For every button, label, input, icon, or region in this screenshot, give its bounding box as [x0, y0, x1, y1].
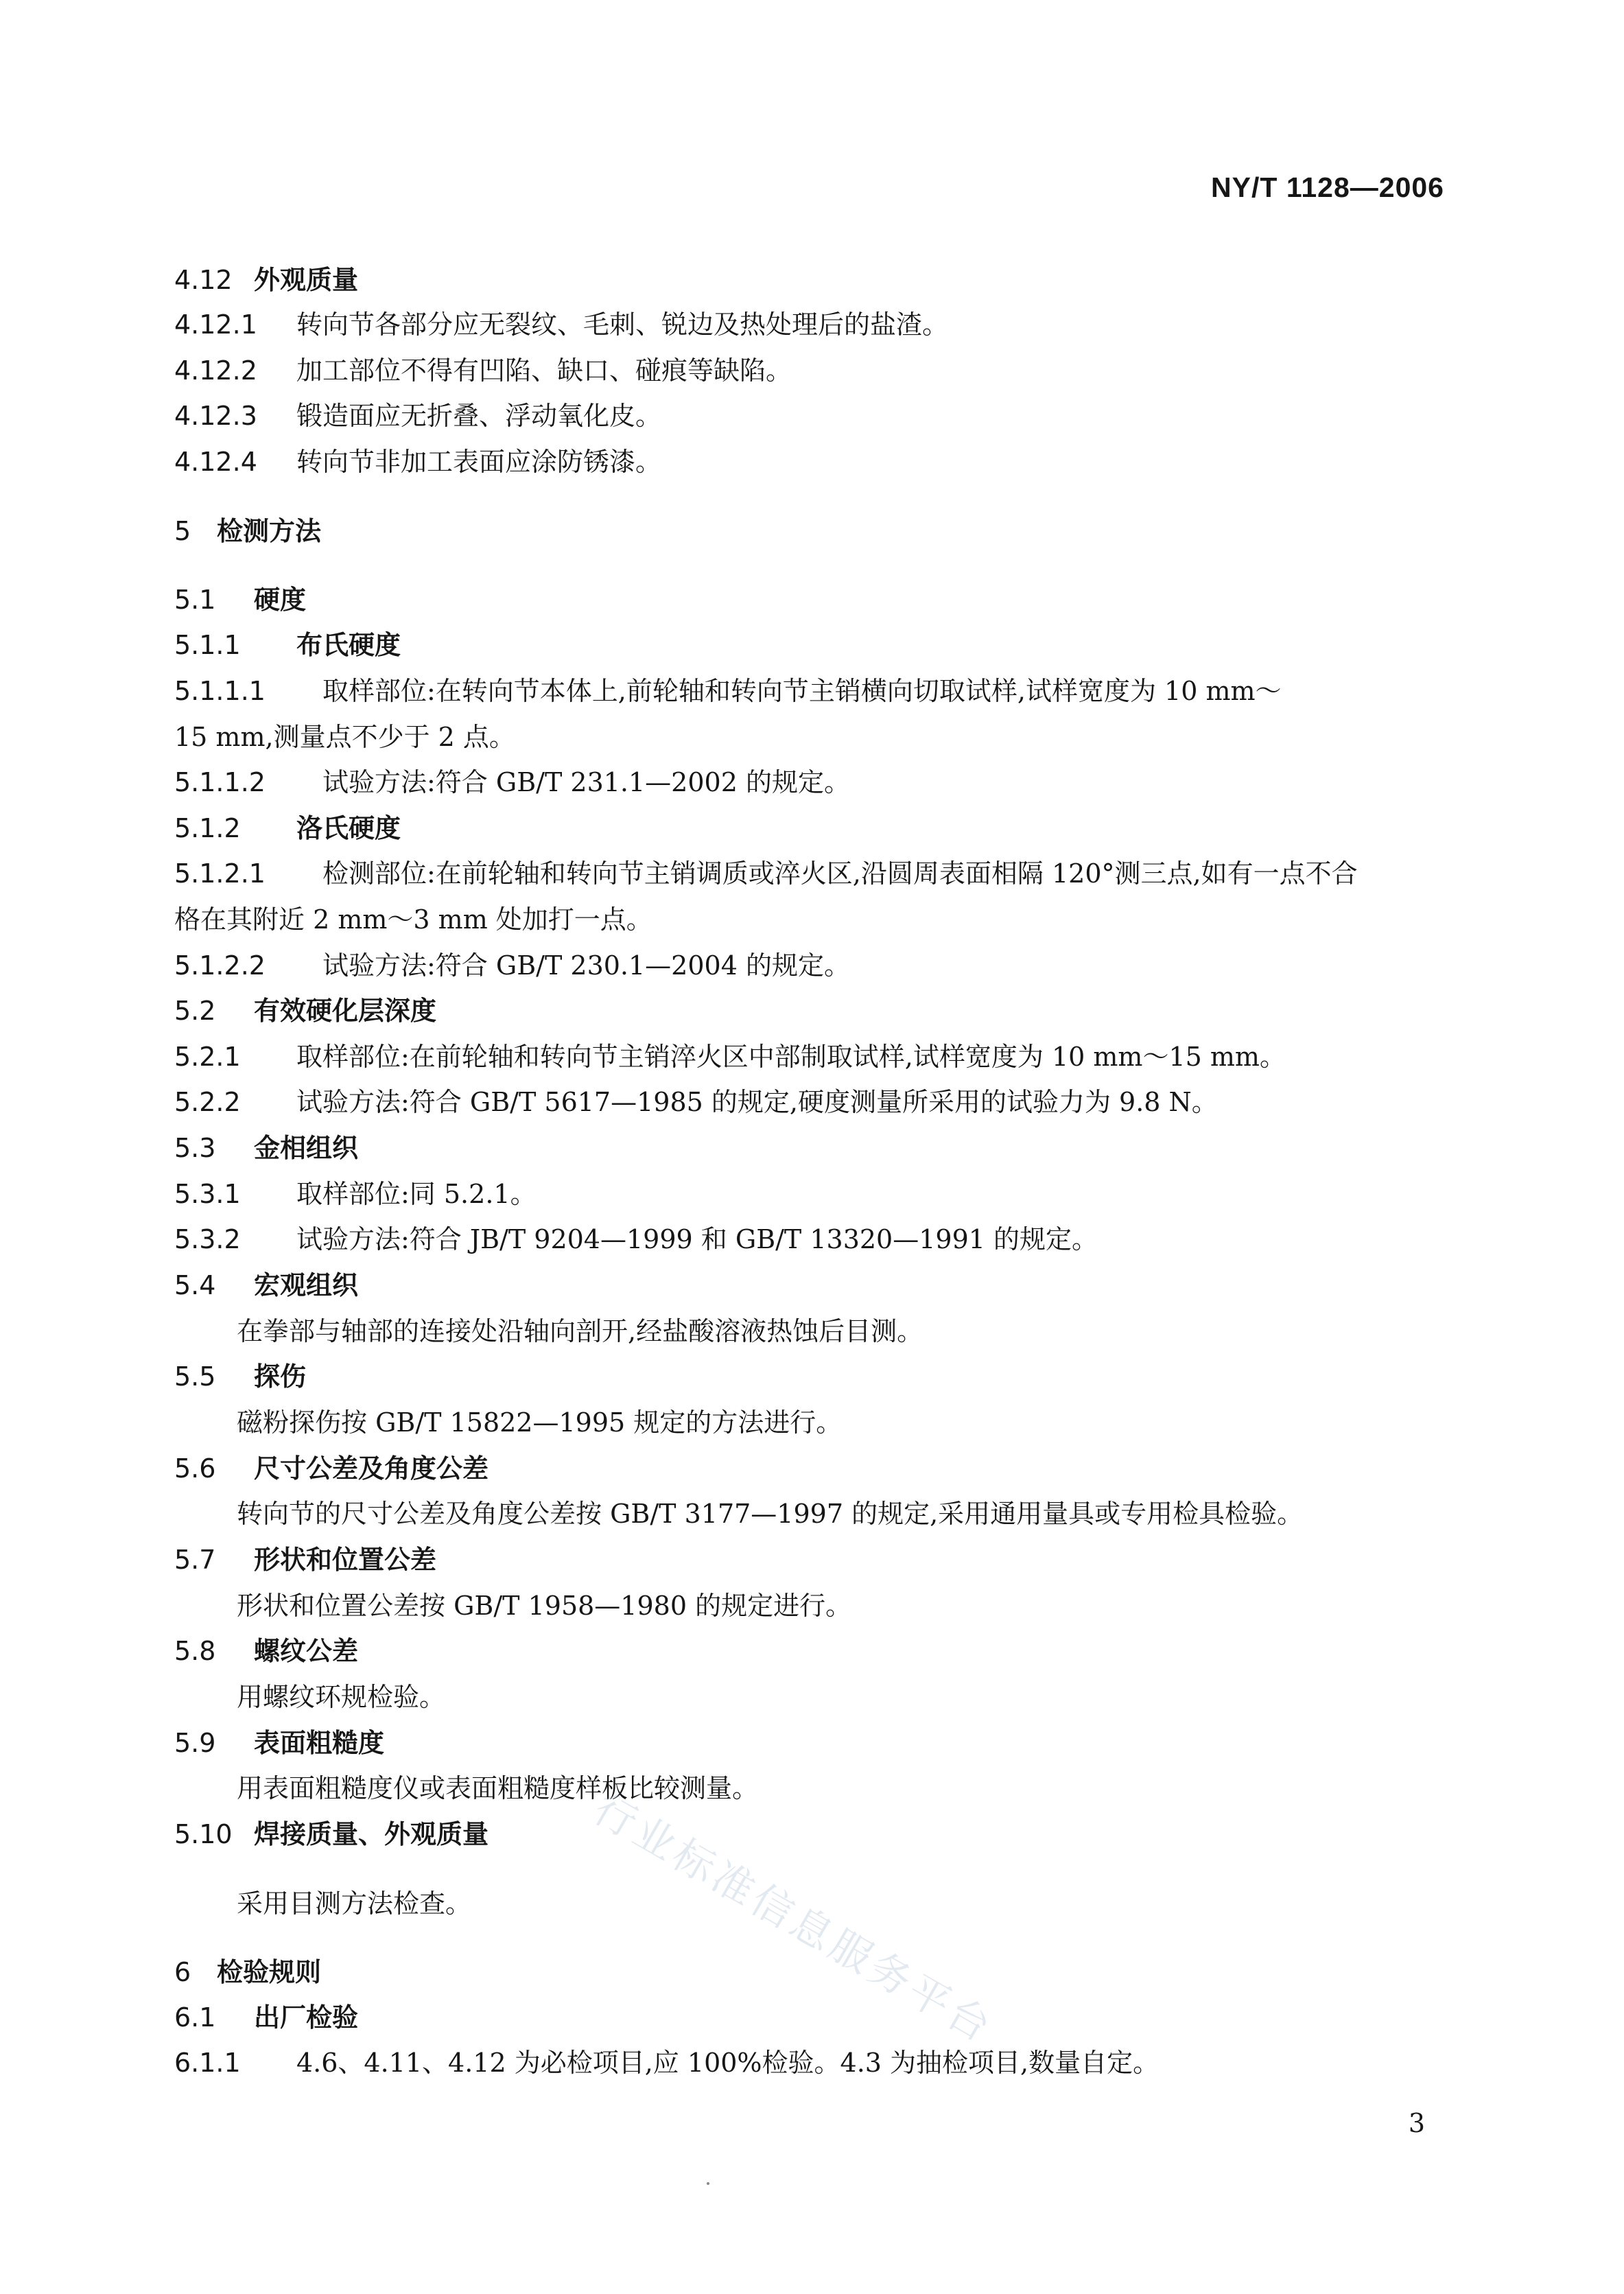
section-heading	[174, 514, 1452, 548]
clause-text: 15 mm,测量点不少于 2 点。	[174, 722, 515, 752]
paragraph-line	[174, 856, 1452, 891]
clause-text: 试验方法:符合 GB/T 231.1—2002 的规定。	[322, 767, 850, 797]
clause-text: 磁粉探伤按 GB/T 15822—1995 规定的方法进行。	[237, 1407, 843, 1438]
section-heading	[174, 1131, 1452, 1165]
clause-number: 5.3	[174, 1133, 216, 1163]
paragraph-line	[237, 1314, 1452, 1348]
paragraph-line	[174, 445, 1452, 479]
paragraph-line	[174, 2046, 1452, 2080]
clause-text: 用螺纹环规检验。	[237, 1682, 446, 1712]
clause-number: 4.12.4	[174, 447, 257, 477]
paragraph-line	[237, 1680, 1452, 1714]
clause-text: 转向节非加工表面应涂防锈漆。	[296, 447, 662, 477]
section-heading	[174, 583, 1452, 617]
scan-dot	[707, 2182, 709, 2185]
heading-text: 形状和位置公差	[254, 1545, 437, 1575]
paragraph-line	[174, 307, 1452, 342]
section-heading	[174, 1359, 1452, 1394]
section-heading	[174, 263, 1452, 297]
clause-number: 5.1.1	[174, 630, 241, 660]
section-heading	[174, 628, 1452, 662]
heading-text: 出厂检验	[254, 2002, 359, 2033]
clause-number: 4.12.3	[174, 401, 257, 431]
section-heading	[174, 994, 1452, 1028]
paragraph-line	[174, 720, 1452, 754]
paragraph-line	[174, 765, 1452, 799]
section-heading	[174, 811, 1452, 845]
heading-text: 螺纹公差	[254, 1636, 359, 1666]
clause-text: 锻造面应无折叠、浮动氧化皮。	[296, 401, 662, 431]
clause-text: 试验方法:符合 GB/T 5617—1985 的规定,硬度测量所采用的试验力为 9.8 N。	[296, 1087, 1218, 1117]
paragraph-line	[174, 674, 1452, 708]
clause-number: 5.10	[174, 1819, 233, 1849]
clause-number: 4.12.2	[174, 355, 257, 386]
clause-number: 5.1	[174, 585, 216, 615]
clause-text: 转向节的尺寸公差及角度公差按 GB/T 3177—1997 的规定,采用通用量具或专用检具检验。	[237, 1499, 1304, 1529]
clause-text: 转向节各部分应无裂纹、毛刺、锐边及热处理后的盐渣。	[296, 309, 949, 340]
heading-text: 表面粗糙度	[254, 1728, 385, 1758]
clause-text: 取样部位:在转向节本体上,前轮轴和转向节主销横向切取试样,试样宽度为 10 mm～	[322, 676, 1282, 706]
heading-text: 有效硬化层深度	[254, 996, 437, 1026]
clause-text: 形状和位置公差按 GB/T 1958—1980 的规定进行。	[237, 1591, 852, 1621]
clause-number: 5.2.2	[174, 1087, 241, 1117]
clause-number: 6.1.1	[174, 2048, 241, 2078]
clause-number: 4.12.1	[174, 309, 257, 340]
clause-text: 格在其附近 2 mm～3 mm 处加打一点。	[174, 904, 652, 935]
clause-number: 5.1.1.2	[174, 767, 266, 797]
heading-text: 检测方法	[217, 516, 322, 546]
paragraph-line	[174, 1085, 1452, 1119]
clause-number: 5.2.1	[174, 1042, 241, 1072]
clause-number: 5.4	[174, 1270, 216, 1300]
clause-number: 5.1.2.1	[174, 858, 266, 889]
paragraph-line	[174, 399, 1452, 433]
watermark: 行业标准信息服务平台	[585, 1785, 1002, 2053]
heading-text: 布氏硬度	[296, 630, 401, 660]
heading-text: 探伤	[254, 1361, 307, 1392]
heading-text: 硬度	[254, 585, 307, 615]
section-heading	[174, 1268, 1452, 1302]
paragraph-line	[237, 1497, 1452, 1531]
paragraph-line	[174, 902, 1452, 937]
paragraph-line	[237, 1589, 1452, 1623]
clause-number: 6	[174, 1957, 191, 1987]
clause-text: 用表面粗糙度仪或表面粗糙度样板比较测量。	[237, 1773, 759, 1803]
heading-text: 外观质量	[254, 265, 359, 295]
clause-number: 5.3.1	[174, 1179, 241, 1209]
clause-number: 5.1.2.2	[174, 950, 266, 981]
page-header: NY/T 1128—2006	[1211, 172, 1444, 203]
clause-text: 取样部位:同 5.2.1。	[296, 1179, 537, 1209]
clause-number: 4.12	[174, 265, 233, 295]
clause-number: 5.5	[174, 1361, 216, 1392]
paragraph-line	[237, 1405, 1452, 1440]
paragraph-line	[174, 1177, 1452, 1211]
paragraph-line	[174, 1040, 1452, 1074]
heading-text: 尺寸公差及角度公差	[254, 1453, 489, 1484]
clause-text: 取样部位:在前轮轴和转向节主销淬火区中部制取试样,试样宽度为 10 mm～15 mm。	[296, 1042, 1286, 1072]
clause-number: 5.9	[174, 1728, 216, 1758]
clause-text: 试验方法:符合 JB/T 9204—1999 和 GB/T 13320—1991 的规定。	[296, 1224, 1098, 1254]
heading-text: 金相组织	[254, 1133, 359, 1163]
clause-number: 5.2	[174, 996, 216, 1026]
heading-text: 检验规则	[217, 1957, 322, 1987]
clause-text: 加工部位不得有凹陷、缺口、碰痕等缺陷。	[296, 355, 792, 386]
heading-text: 洛氏硬度	[296, 813, 401, 843]
clause-number: 5.7	[174, 1545, 216, 1575]
paragraph-line	[174, 1222, 1452, 1256]
clause-number: 5.1.1.1	[174, 676, 266, 706]
paragraph-line	[174, 353, 1452, 388]
clause-text: 在拳部与轴部的连接处沿轴向剖开,经盐酸溶液热蚀后目测。	[237, 1316, 923, 1346]
clause-text: 采用目测方法检查。	[237, 1888, 472, 1919]
page-number: 3	[1408, 2108, 1425, 2138]
clause-text: 检测部位:在前轮轴和转向节主销调质或淬火区,沿圆周表面相隔 120°测三点,如有一点不合	[322, 858, 1358, 889]
heading-text: 焊接质量、外观质量	[254, 1819, 489, 1849]
clause-number: 5.8	[174, 1636, 216, 1666]
section-heading	[174, 1451, 1452, 1486]
clause-number: 5	[174, 516, 191, 546]
clause-number: 5.3.2	[174, 1224, 241, 1254]
paragraph-line	[174, 948, 1452, 983]
clause-text: 试验方法:符合 GB/T 230.1—2004 的规定。	[322, 950, 850, 981]
section-heading	[174, 2000, 1452, 2035]
section-heading	[174, 1543, 1452, 1577]
section-heading	[174, 1817, 1452, 1851]
clause-number: 5.6	[174, 1453, 216, 1484]
clause-text: 4.6、4.11、4.12 为必检项目,应 100%检验。4.3 为抽检项目,数量自定。	[296, 2048, 1160, 2078]
paragraph-line	[237, 1771, 1452, 1805]
clause-number: 6.1	[174, 2002, 216, 2033]
heading-text: 宏观组织	[254, 1270, 359, 1300]
clause-number: 5.1.2	[174, 813, 241, 843]
section-heading	[174, 1726, 1452, 1760]
section-heading	[174, 1634, 1452, 1668]
